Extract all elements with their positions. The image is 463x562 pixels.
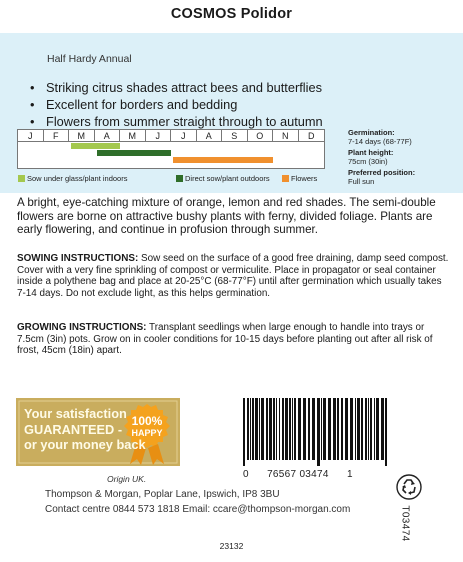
barcode-bar xyxy=(385,398,387,466)
barcode-last-digit: 1 xyxy=(346,469,353,480)
barcode-bar xyxy=(303,398,306,460)
barcode-bar xyxy=(333,398,336,460)
origin: Origin UK. xyxy=(107,474,147,484)
sowing-text: Sow seed on the surface of a good free draining, damp seed compost. Cover with a very fine sprinkling of compost or vermiculite. Place in propagator or seal container inside a polythene bag and place at 20-25°C (68-77°F) until after germination which usually takes 7-14 days. Do not exclude light, as this helps germination. xyxy=(17,253,449,300)
month-cell: M xyxy=(120,130,146,142)
barcode-bar xyxy=(250,398,251,460)
legend-swatch xyxy=(282,175,289,182)
barcode-bar xyxy=(376,398,379,460)
month-cell: S xyxy=(222,130,248,142)
barcode-bar xyxy=(261,398,264,460)
month-cell: D xyxy=(308,131,315,141)
barcode-bar xyxy=(357,398,360,460)
barcode-bar xyxy=(273,398,275,460)
guarantee-badge xyxy=(16,398,180,466)
list-item: • Striking citrus shades attract bees and butterflies xyxy=(30,80,322,95)
barcode-bar xyxy=(361,398,363,460)
list-item: • Excellent for borders and bedding xyxy=(30,97,238,112)
seal-percent: 100% xyxy=(131,414,163,428)
plant-type: Half Hardy Annual xyxy=(47,53,132,65)
month-cell: J xyxy=(171,130,197,142)
barcode-first-digit: 0 xyxy=(243,469,249,480)
germination-value: 7-14 days (68-77F) xyxy=(348,137,412,146)
barcode-digits xyxy=(243,469,413,480)
seal-happy: HAPPY xyxy=(131,428,163,438)
position-value: Full sun xyxy=(348,177,375,186)
legend-item xyxy=(18,174,127,184)
legend-item xyxy=(282,174,317,184)
barcode-bar xyxy=(266,398,268,460)
month-cell: J xyxy=(146,130,172,142)
barcode-bar xyxy=(308,398,310,460)
barcode-bar xyxy=(276,398,277,460)
barcode-bar xyxy=(328,398,331,460)
barcode-bar xyxy=(355,398,356,460)
barcode-bar xyxy=(259,398,260,460)
barcode-bar xyxy=(269,398,272,460)
barcode-bar xyxy=(381,398,384,460)
barcode-bar xyxy=(255,398,258,460)
barcode-bar xyxy=(350,398,353,460)
barcode-bar xyxy=(279,398,280,460)
legend-label: Sow under glass/plant indoors xyxy=(27,174,128,183)
address-line-1: Thompson & Morgan, Poplar Lane, Ipswich, IP8 3BU xyxy=(45,489,280,500)
month-cell: O xyxy=(248,130,274,142)
barcode-bar xyxy=(289,398,291,460)
month-header xyxy=(18,130,324,142)
legend-swatch xyxy=(176,175,183,182)
barcode-bar xyxy=(345,398,348,460)
legend-label: Direct sow/plant outdoors xyxy=(185,174,270,183)
barcode-bar xyxy=(243,398,245,466)
legend-label: Flowers xyxy=(291,174,318,183)
guarantee-line-2: GUARANTEED - xyxy=(24,421,123,437)
calendar-legend xyxy=(18,174,326,186)
calendar-bar-flowers xyxy=(173,157,273,163)
barcode-bar xyxy=(294,398,296,460)
legend-item xyxy=(176,174,270,184)
barcode-middle-digits: 76567 03474 xyxy=(267,469,329,480)
growing-instructions xyxy=(17,322,453,357)
barcode-bar xyxy=(298,398,301,460)
barcode-bar xyxy=(321,398,322,460)
position-label: Preferred position: xyxy=(348,168,416,177)
month-cell: A xyxy=(197,130,223,142)
barcode-bar xyxy=(247,398,249,460)
product-title: COSMOS Polidor xyxy=(170,6,293,22)
growing-info xyxy=(348,128,460,188)
description: A bright, eye-catching mixture of orange, lemon and red shades. The semi-double flowers are borne on attractive bushy plants with ferny, divided foliage. Plants are early flowering, and continue in profusion through summer. xyxy=(17,196,436,237)
barcode-bar xyxy=(292,398,293,460)
company-address xyxy=(45,488,350,517)
height-value: 75cm (30in) xyxy=(348,157,388,166)
height-label: Plant height: xyxy=(348,148,394,157)
guarantee-line-1: Your satisfaction xyxy=(24,406,127,421)
barcode-bar xyxy=(341,398,343,460)
feature-list xyxy=(30,79,450,130)
month-cell: A xyxy=(95,130,121,142)
barcode-bar xyxy=(365,398,367,460)
barcode-bar xyxy=(252,398,254,460)
barcode-bar xyxy=(370,398,372,460)
print-code: 23132 xyxy=(219,541,244,551)
list-item: • Flowers from summer straight through to autumn xyxy=(30,114,323,129)
barcode xyxy=(243,398,389,466)
barcode-bar xyxy=(374,398,375,460)
growing-text: Transplant seedlings when large enough to handle into trays or 7.5cm (3in) pots. Grow on in cooler conditions for 10-15 days before planting out after all risk of frost, 45cm (18in) apart. xyxy=(17,322,433,357)
month-cell: F xyxy=(44,130,70,142)
growing-heading: GROWING INSTRUCTIONS: xyxy=(17,322,147,333)
month-cell: N xyxy=(273,130,299,142)
calendar-bar-direct-sow xyxy=(97,150,172,156)
barcode-bar xyxy=(337,398,339,460)
barcode-bar xyxy=(317,398,320,466)
barcode-bar xyxy=(323,398,326,460)
month-cell: J xyxy=(18,130,44,142)
germination-label: Germination: xyxy=(348,128,395,137)
barcode-bar xyxy=(285,398,288,460)
sowing-heading: SOWING INSTRUCTIONS: xyxy=(17,253,139,264)
legend-swatch xyxy=(18,175,25,182)
address-line-2: Contact centre 0844 573 1818 Email: ccare@thompson-morgan.com xyxy=(45,503,351,515)
product-code: T03474 xyxy=(399,505,411,542)
calendar-bar-sow-under-glass xyxy=(71,143,120,149)
barcode-bar xyxy=(312,398,315,460)
sowing-calendar xyxy=(17,129,325,169)
guarantee-line-3: or your money back xyxy=(24,437,146,452)
month-cell: M xyxy=(69,130,95,142)
barcode-bar xyxy=(282,398,284,460)
barcode-bar xyxy=(368,398,369,460)
sowing-instructions xyxy=(17,253,453,300)
